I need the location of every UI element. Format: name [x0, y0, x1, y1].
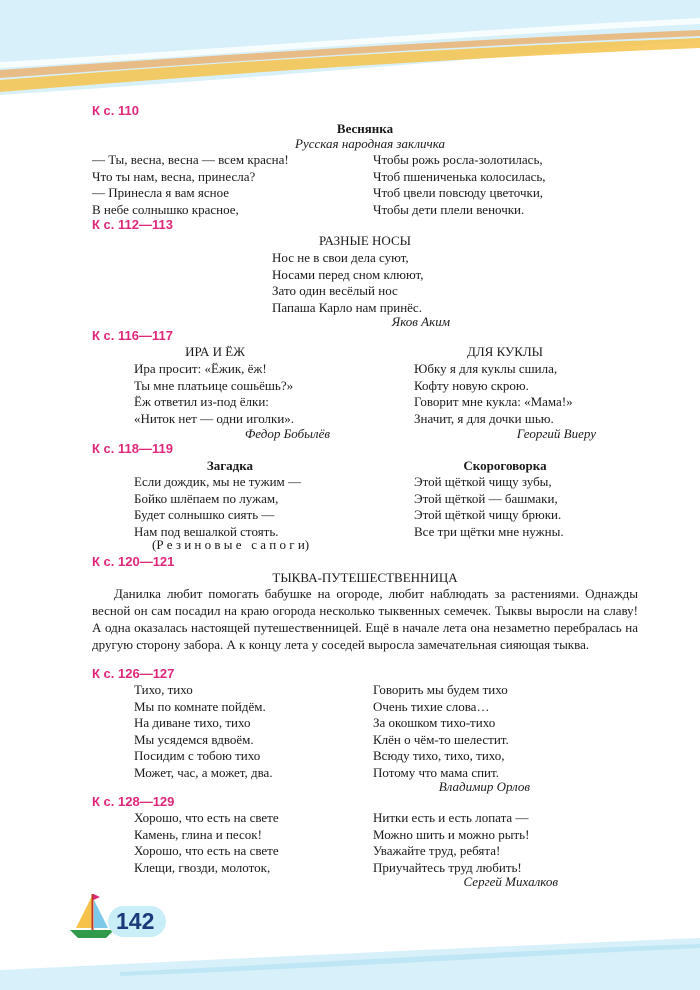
poem-left-column: [92, 152, 289, 218]
poem-line: Камень, глина и песок!: [134, 826, 262, 842]
poem-line: Может, час, а может, два.: [134, 764, 273, 780]
poem-line: — Ты, весна, весна — всем красна!: [92, 152, 289, 167]
poem-line: Юбку я для куклы сшила,: [414, 361, 558, 376]
poem-title: Веснянка: [336, 121, 394, 136]
story-title: ТЫКВА-ПУТЕШЕСТВЕННИЦА: [272, 570, 458, 585]
section-label: К с. 128—129: [92, 794, 175, 809]
poem-line: «Ниток нет — одни иголки».: [134, 410, 295, 426]
poem-left-column: [134, 361, 294, 427]
section-label: К с. 110: [92, 103, 139, 118]
poem-right-column: [373, 682, 509, 781]
poem-title: ДЛЯ КУКЛЫ: [466, 344, 544, 359]
bottom-decorative-band: [0, 930, 700, 990]
poem-line: Папаша Карло нам принёс.: [272, 299, 422, 315]
section-label: К с. 120—121: [92, 554, 175, 569]
poem-author: Яков Аким: [391, 314, 450, 329]
poem-left-column: [134, 810, 279, 876]
poem-line: Тихо, тихо: [134, 682, 193, 697]
poem-line: Что ты нам, весна, принесла?: [92, 168, 256, 184]
poem-line: Зато один весёлый нос: [272, 283, 398, 298]
poem-right-column: [373, 810, 529, 876]
tongue-twister-title: Скороговорка: [463, 458, 547, 473]
story-text-block: [92, 585, 638, 653]
poem-title: ИРА И ЁЖ: [185, 344, 245, 359]
poem-line: Этой щёткой — башмаки,: [414, 490, 558, 506]
poem-author: Федор Бобылёв: [244, 426, 330, 441]
poem-line: Ира просит: «Ёжик, ёж!: [134, 361, 267, 376]
poem-line: Приучайтесь труд любить!: [373, 859, 522, 875]
riddle-answer: (Р е з и н о в ы е с а п о г и): [152, 537, 310, 552]
poem-right-column: [414, 361, 573, 427]
poem-line: Говорить мы будем тихо: [373, 682, 508, 697]
poem-line: Потому что мама спит.: [373, 764, 499, 780]
poem-line: Чтобы дети плели веночки.: [373, 201, 525, 217]
poem-line: Говорит мне кукла: «Мама!»: [414, 394, 573, 409]
poem-line: Нитки есть и есть лопата —: [373, 810, 529, 825]
poem-line: Бойко шлёпаем по лужам,: [134, 490, 279, 506]
poem-author: Владимир Орлов: [438, 779, 530, 794]
poem-line: Этой щёткой чищу брюки.: [414, 507, 562, 522]
riddle-body: [134, 474, 301, 540]
poem-line: Очень тихие слова…: [373, 698, 490, 714]
poem-author: Георгий Виеру: [516, 426, 596, 441]
poem-title: РАЗНЫЕ НОСЫ: [318, 233, 411, 248]
poem-line: Можно шить и можно рыть!: [373, 826, 530, 842]
poem-subtitle: Русская народная закличка: [295, 136, 445, 151]
poem-line: Нам под вешалкой стоять.: [134, 523, 279, 539]
poem-line: Мы усядемся вдвоём.: [134, 731, 254, 747]
poem-line: — Принесла я вам ясное: [92, 185, 230, 200]
poem-line: Мы по комнате пойдём.: [134, 698, 266, 714]
poem-line: Хорошо, что есть на свете: [134, 843, 279, 858]
section-label: К с. 116—117: [92, 328, 173, 343]
poem-line: Значит, я для дочки шью.: [414, 410, 554, 426]
poem-line: Хорошо, что есть на свете: [134, 810, 279, 825]
poem-left-column: [134, 682, 273, 781]
poem-line: Чтоб пшениченька колосилась,: [373, 168, 546, 184]
poem-line: Кофту новую скрою.: [414, 377, 529, 393]
poem-line: Всюду тихо, тихо, тихо,: [373, 748, 505, 763]
page-number: 142: [108, 906, 166, 937]
poem-line: Уважайте труд, ребята!: [373, 843, 501, 858]
riddle-title: Загадка: [206, 458, 254, 473]
section-label: К с. 112—113: [92, 217, 173, 232]
poem-body: [272, 250, 424, 316]
poem-line: В небе солнышко красное,: [92, 201, 239, 217]
poem-line: Носами перед сном клюют,: [272, 266, 424, 282]
poem-line: Клещи, гвозди, молоток,: [134, 859, 271, 875]
poem-line: Нос не в свои дела суют,: [272, 250, 409, 265]
poem-line: Клён о чём-то шелестит.: [373, 731, 509, 747]
poem-line: Если дождик, мы не тужим —: [134, 474, 302, 489]
top-decorative-band: [0, 0, 700, 100]
poem-line: Ёж ответил из-под ёлки:: [134, 394, 269, 409]
poem-line: Чтоб цвели повсюду цветочки,: [373, 185, 544, 200]
poem-line: Будет солнышко сиять —: [134, 507, 275, 522]
poem-line: Чтобы рожь росла-золотилась,: [373, 152, 543, 167]
poem-right-column: [373, 152, 546, 218]
poem-line: Этой щёткой чищу зубы,: [414, 474, 552, 489]
poem-line: На диване тихо, тихо: [134, 715, 251, 730]
section-label: К с. 126—127: [92, 666, 175, 681]
tongue-twister-body: [414, 474, 564, 540]
poem-line: Посидим с тобою тихо: [134, 748, 261, 763]
poem-line: Все три щётки мне нужны.: [414, 523, 564, 539]
poem-author: Сергей Михалков: [463, 874, 558, 889]
poem-line: Ты мне платьице сошьёшь?»: [134, 377, 294, 393]
section-label: К с. 118—119: [92, 441, 173, 456]
story-paragraph: Данилка любит помогать бабушке на огороде, любит наблюдать за растениями. Однажды весной он сам посадил на краю огорода несколько тыквенных семечек. Тыквы выросли на славу! А одна оказалась настоящей путешественницей. Ещё в начале лета она незаметно перебралась на другую сторону забора. А к концу лета у соседей выросла замечательная сияющая тыква.: [92, 586, 638, 652]
poem-line: За окошком тихо-тихо: [373, 715, 496, 730]
